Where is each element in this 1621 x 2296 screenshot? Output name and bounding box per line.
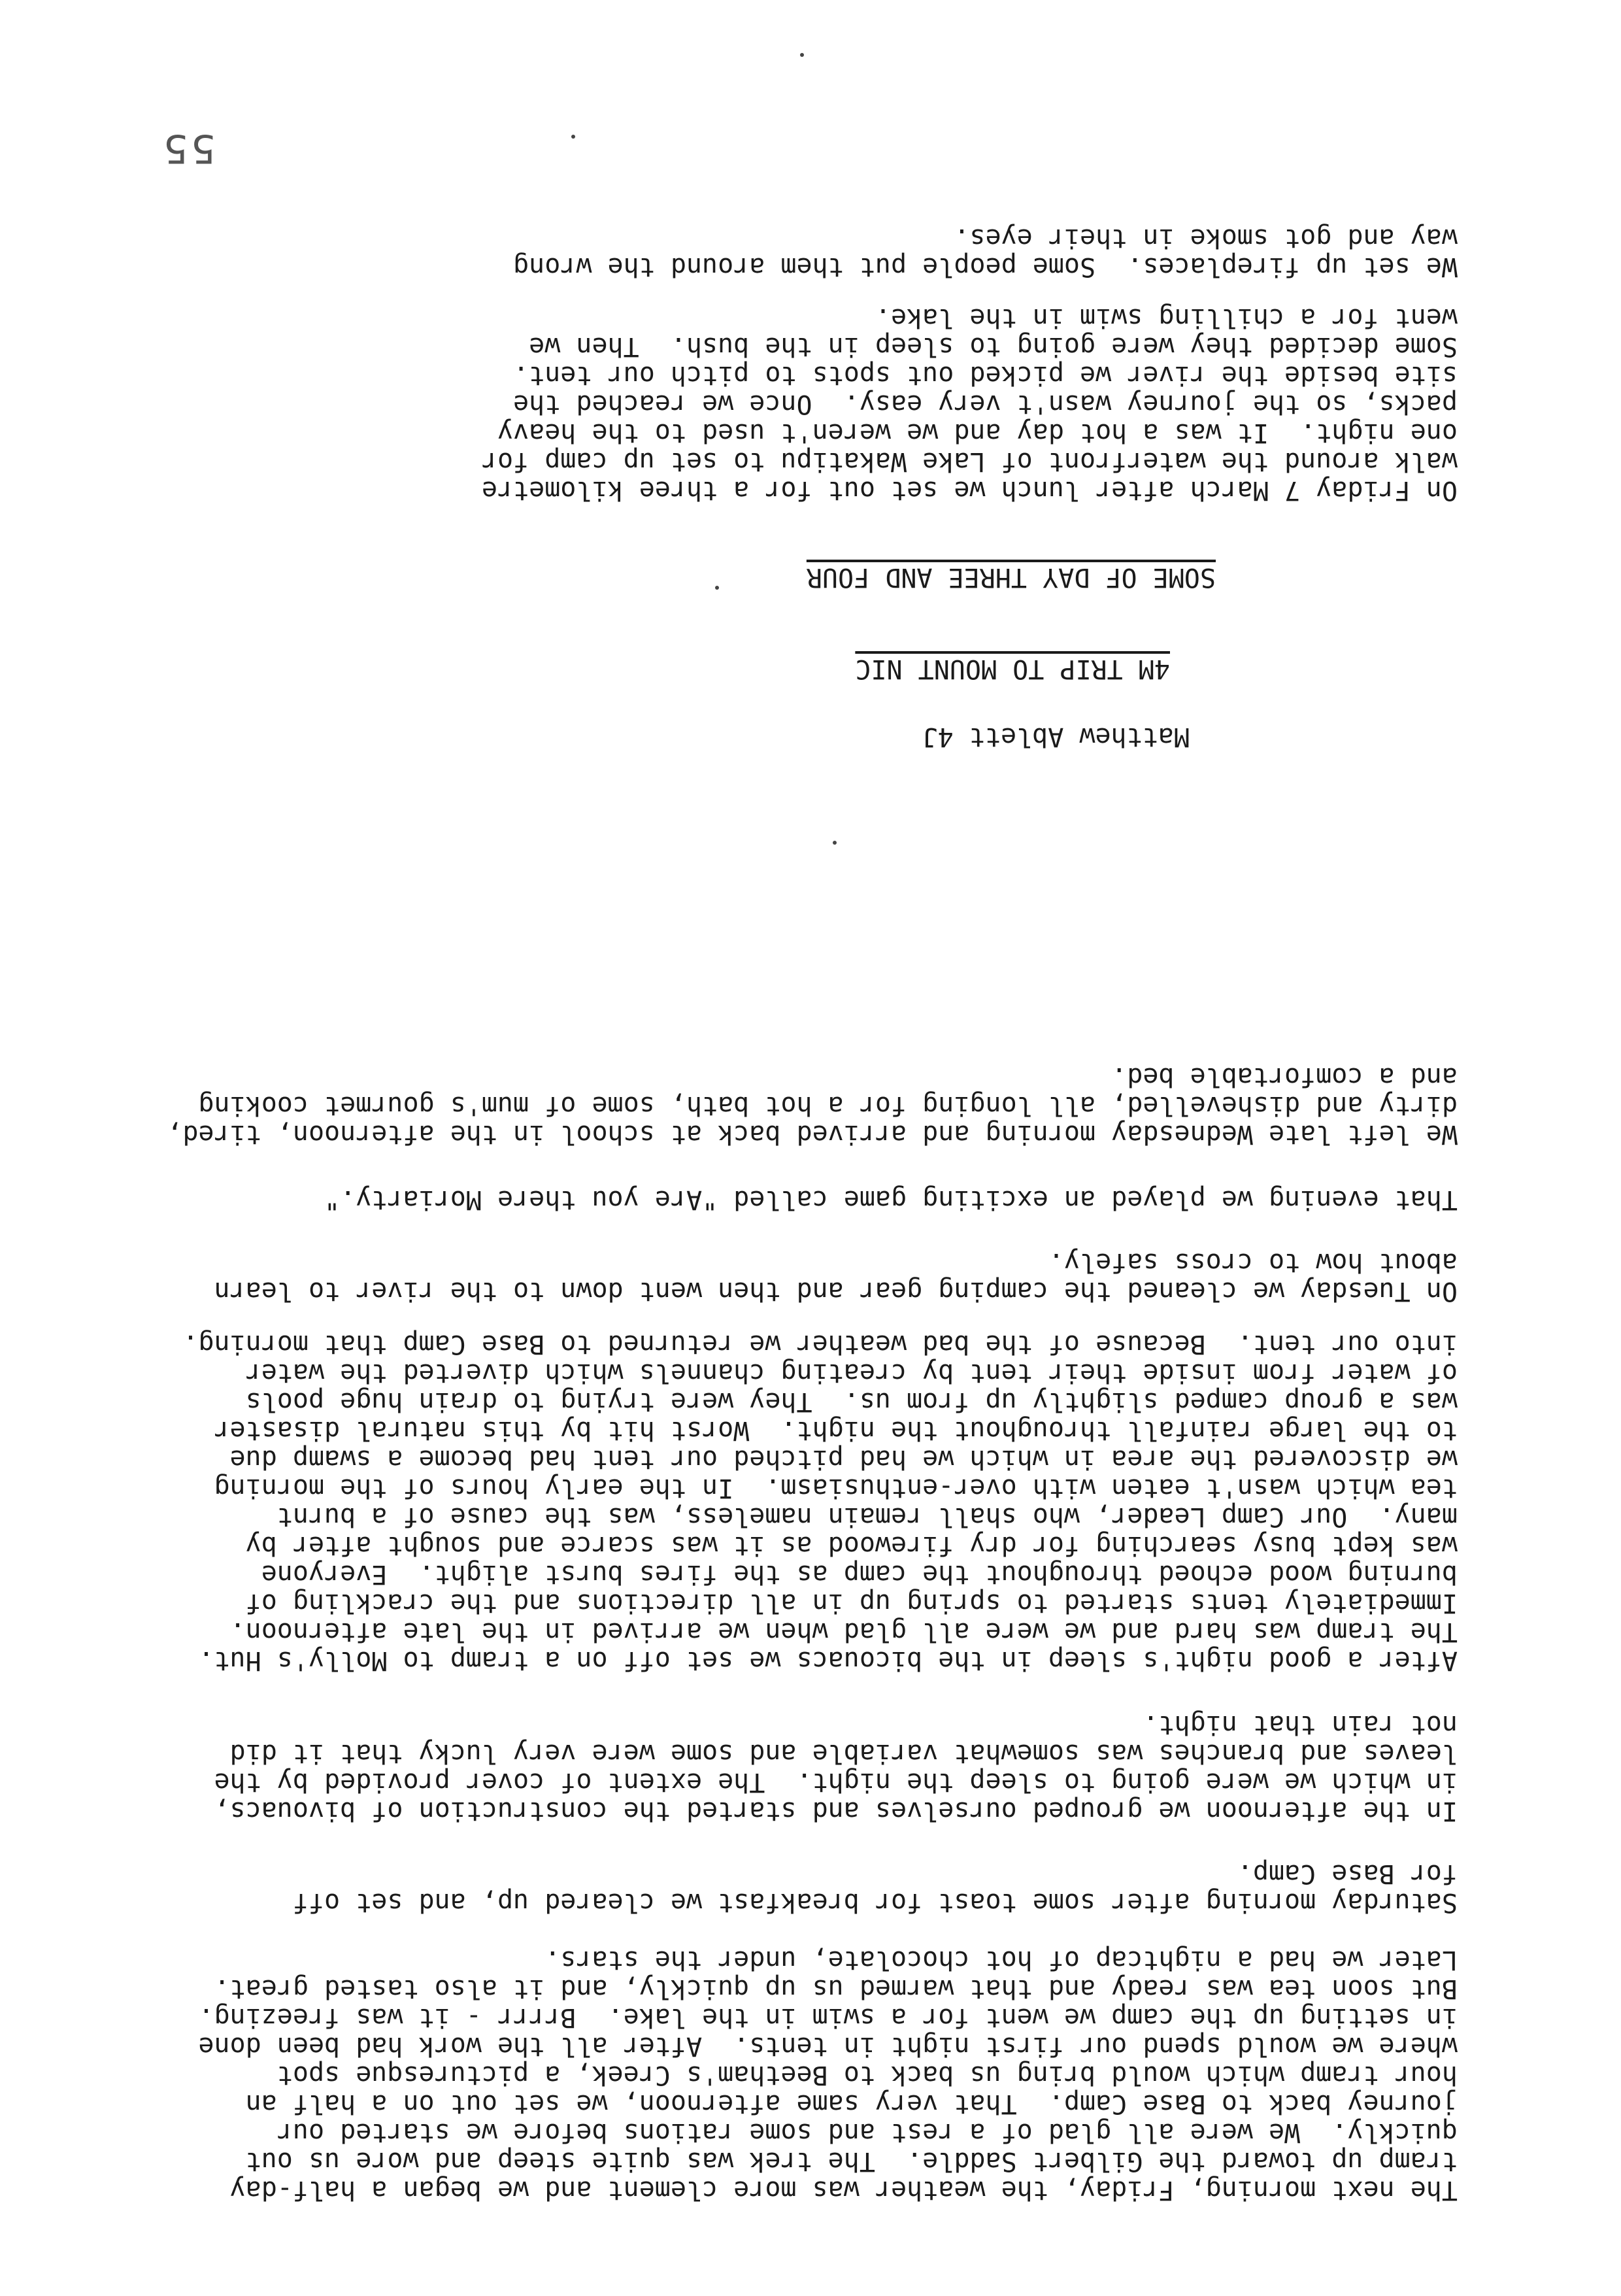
paragraph-tuesday: On Tuesday we cleaned the camping gear and then went down to the river to learn about how to cross safely. bbox=[214, 1247, 1458, 1306]
page-number: 55 bbox=[160, 126, 216, 171]
scan-speck bbox=[800, 53, 804, 57]
section-title: 4M TRIP TO MOUNT NIC bbox=[855, 654, 1170, 684]
scan-speck bbox=[833, 841, 837, 845]
paragraph-mollys-hut: After a good night's sleep in the bicouacs we set off on a tramp to Molly's Hut. The tramp was hard and we were all glad when we arrived in the late afternoon. Immediately tents started to spring up in all directions and the crackling of burning wood echoed throughout the camp as the fires burst alight. Everyone was kept busy searching for dry firewood as it was scarce and sought after by many. Our Camp Leader, who shall remain nameless, was the cause of a burnt tea which wasn't eaten with over-enthusiasm. In the early hours of the morning we discovered the area in which we had pitched our tent had become a swamp due to the large rainfall throughout the night. Worst hit by this natural disaster was a group camped slightly up from us. They were trying to drain huge pools of water from inside their tent by creating channels which diverted the water into our tent. Because of the bad weather we returned to Base Camp that morning. bbox=[182, 1329, 1458, 1676]
paragraph-fireplaces: We set up fireplaces. Some people put them around the wrong way and got smoke in their eyes. bbox=[513, 223, 1458, 282]
section-subtitle: SOME OF DAY THREE AND FOUR bbox=[806, 562, 1216, 592]
scan-speck bbox=[715, 586, 719, 590]
paragraph-friday-7-march: On Friday 7 March after lunch we set out for a three kilometre walk around the waterfront of Lake Wakatipu to set up camp for one night. It was a hot day and we weren't used to the heavy packs, so the journey wasn't very easy. Once we reached the site beside the river we picked out spots to pitch our tent. Some decided they were going to sleep in the bush. Then we went for a chilling swim in the lake. bbox=[481, 303, 1458, 505]
paragraph-thursday-friday: The next morning, Friday, the weather was more clement and we began a half-day tramp up toward the Gilbert Saddle. The trek was quite steep and wore us out quickly. We were all glad of a rest and some rations before we started our journey back to Base Camp. That very same afternoon, we set out on a half an hour tramp which would bring us back to Beetham's Creek, a picturesque spot where we would spend our first night in tents. After all the work had been done in setting up the camp we went for a swim in the lake. Brrrr - it was freezing. But soon tea was ready and that warmed us up quickly, and it also tasted great. Later we had a nightcap of hot chocolate, under the stars. bbox=[198, 1945, 1458, 2205]
paragraph-saturday-morning: Saturday morning after some toast for breakfast we cleared up, and set off for Base Camp. bbox=[292, 1859, 1458, 1917]
author-signature: Matthew Ablett 4J bbox=[922, 722, 1190, 752]
scan-speck bbox=[571, 135, 575, 139]
paragraph-wednesday: We left late Wednesday morning and arrived back at school in the afternoon, tired, dirty and dishevelled, all longing for a hot bath, some of mum's gourmet cooking and a comfortable bed. bbox=[167, 1062, 1458, 1149]
paragraph-bivouacs: In the afternoon we grouped ourselves and started the construction of bivouacs, in which we were going to sleep the night. The extent of cover provided by the leaves and branches was somewhat variable and some were very lucky that it did not rain that night. bbox=[214, 1710, 1458, 1826]
paragraph-that-evening: That evening we played an exciting game called "Are you there Moriarty." bbox=[324, 1185, 1458, 1215]
